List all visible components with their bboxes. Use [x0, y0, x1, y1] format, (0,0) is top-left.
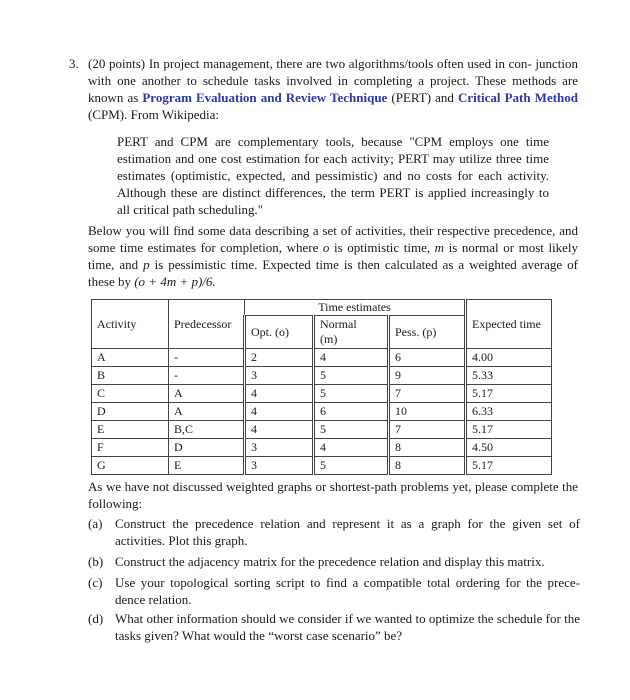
- cell-pess: 7: [389, 385, 466, 403]
- header-normal-sub: (m): [320, 332, 338, 346]
- pert-name: Program Evaluation and Review Technique: [142, 90, 388, 105]
- cell-pess: 8: [389, 457, 466, 475]
- cell-expected: 4.00: [466, 349, 552, 367]
- header-time-estimates: Time estimates: [245, 300, 466, 316]
- part-b-label: (b): [88, 554, 104, 569]
- header-normal: [314, 316, 389, 349]
- part-c: [88, 574, 580, 608]
- desc-text-c: is normal or most likely time, and: [88, 240, 579, 272]
- cell-opt: 4: [245, 421, 314, 439]
- cell-opt: 4: [245, 385, 314, 403]
- intro-text-2: (PERT) and: [391, 90, 454, 105]
- desc-text-d: is pessimistic time. Expected time is then calculated as a weighted average of these by: [88, 257, 579, 289]
- header-activity: Activity: [92, 300, 169, 349]
- cell-normal: 4: [314, 439, 389, 457]
- cell-activity: G: [92, 457, 169, 475]
- cell-normal: 5: [314, 367, 389, 385]
- var-p: p: [143, 257, 150, 272]
- header-expected: Expected time: [466, 300, 552, 349]
- cell-predecessor: A: [169, 403, 245, 421]
- cell-expected: 5.17: [466, 385, 552, 403]
- cell-activity: B: [92, 367, 169, 385]
- table-row: [92, 439, 552, 457]
- part-a: [88, 515, 580, 549]
- cell-activity: A: [92, 349, 169, 367]
- cell-activity: D: [92, 403, 169, 421]
- cell-predecessor: B,C: [169, 421, 245, 439]
- activity-table: [91, 299, 552, 475]
- table-row: [92, 367, 552, 385]
- part-d-label: (d): [88, 611, 104, 626]
- question-number: 3.: [69, 56, 79, 71]
- cell-pess: 6: [389, 349, 466, 367]
- cell-expected: 6.33: [466, 403, 552, 421]
- cell-pess: 9: [389, 367, 466, 385]
- var-o: o: [322, 240, 330, 255]
- cell-normal: 6: [314, 403, 389, 421]
- cell-normal: 5: [314, 421, 389, 439]
- header-predecessor: Predecessor: [169, 300, 245, 349]
- var-m: m: [434, 240, 445, 255]
- cell-opt: 3: [245, 457, 314, 475]
- cell-activity: C: [92, 385, 169, 403]
- header-opt: Opt. (o): [245, 316, 314, 349]
- cell-opt: 3: [245, 439, 314, 457]
- wikipedia-quote: PERT and CPM are complementary tools, because "CPM employs one time estimation and one cost estimation for each activity; PERT may utilize three time estimates (optimistic, expected, and pessimistic) and no costs for each activity. Although these are distinct differences, the term PERT is applied increasingly to all critical path scheduling.": [117, 134, 549, 217]
- cell-predecessor: -: [169, 367, 245, 385]
- cell-expected: 5.33: [466, 367, 552, 385]
- part-b: [88, 553, 580, 570]
- cell-opt: 3: [245, 367, 314, 385]
- question-intro: [88, 55, 578, 123]
- cell-pess: 8: [389, 439, 466, 457]
- table-row: [92, 349, 552, 367]
- cell-pess: 7: [389, 421, 466, 439]
- desc-text-a: Below you will find some data describing a set of activities, their respective precedence, and some time estimates for completion, where: [88, 223, 578, 255]
- part-a-text: Construct the precedence relation and represent it as a graph for the given set of activities. Plot this graph.: [115, 516, 580, 548]
- header-pess: Pess. (p): [389, 316, 466, 349]
- table-row: [92, 457, 552, 475]
- data-description: [88, 222, 578, 290]
- cell-opt: 2: [245, 349, 314, 367]
- part-a-label: (a): [88, 516, 103, 531]
- cell-normal: 5: [314, 457, 389, 475]
- instructions-lead: As we have not discussed weighted graphs or shortest-path problems yet, please complete the following:: [88, 479, 578, 511]
- cell-expected: 4.50: [466, 439, 552, 457]
- part-c-label: (c): [88, 575, 103, 590]
- part-d-text: What other information should we consider if we wanted to optimize the schedule for the tasks given? What would the “worst case scenario” be?: [115, 611, 580, 643]
- table-row: [92, 403, 552, 421]
- cell-normal: 4: [314, 349, 389, 367]
- part-d: [88, 610, 580, 644]
- question-points: (20 points): [88, 56, 146, 71]
- table-header-row: [92, 300, 552, 316]
- cell-expected: 5.17: [466, 457, 552, 475]
- cell-predecessor: -: [169, 349, 245, 367]
- intro-text-3: (CPM). From Wikipedia:: [88, 107, 220, 122]
- cpm-name: Critical Path Method: [457, 90, 578, 105]
- cell-predecessor: D: [169, 439, 245, 457]
- expected-time-formula: (o + 4m + p)/6.: [134, 274, 216, 289]
- table-row: [92, 385, 552, 403]
- part-b-text: Construct the adjacency matrix for the precedence relation and display this matrix.: [115, 554, 545, 569]
- cell-pess: 10: [389, 403, 466, 421]
- part-c-text: Use your topological sorting script to find a compatible total ordering for the prece- dence relation.: [115, 575, 580, 607]
- cell-expected: 5.17: [466, 421, 552, 439]
- header-normal-label: Normal: [320, 317, 357, 331]
- cell-activity: F: [92, 439, 169, 457]
- cell-predecessor: A: [169, 385, 245, 403]
- cell-normal: 5: [314, 385, 389, 403]
- desc-text-b: is optimistic time,: [333, 240, 431, 255]
- cell-activity: E: [92, 421, 169, 439]
- cell-predecessor: E: [169, 457, 245, 475]
- table-row: [92, 421, 552, 439]
- cell-opt: 4: [245, 403, 314, 421]
- intro-text-1: In project management, there are two algorithms/tools often used in con- junction with one another to schedule tasks involved in completing a project. These methods are known as: [88, 56, 579, 105]
